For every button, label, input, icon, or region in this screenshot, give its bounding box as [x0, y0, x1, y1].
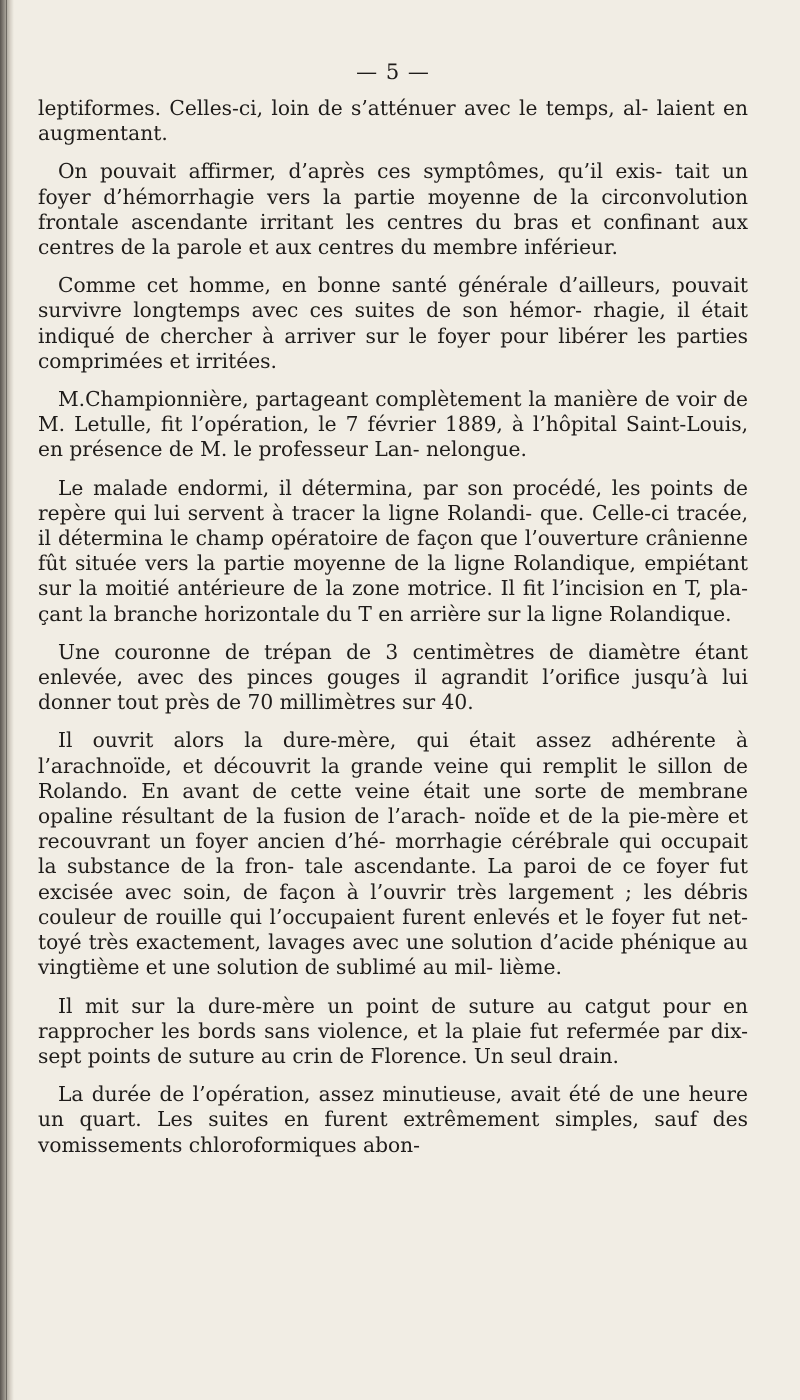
paragraph-2: On pouvait affirmer, d’après ces symptômes, qu’il exis- tait un foyer d’hémorrhagie vers la partie moyenne de la circonvolution frontale ascendante irritant les centres du bras et confinant aux centres de la parole et aux centres du membre inférieur. — [38, 159, 748, 260]
paragraph-4: M.Championnière, partageant complètement la manière de voir de M. Letulle, fit l’opération, le 7 février 1889, à l’hôpital Saint-Louis, en présence de M. le professeur Lan- nelongue. — [38, 387, 748, 462]
paragraph-3: Comme cet homme, en bonne santé générale d’ailleurs, pouvait survivre longtemps avec ces suites de son hémor- rhagie, il était indiqué de chercher à arriver sur le foyer pour libérer les parties comprimées et irritées. — [38, 273, 748, 373]
book-page — [38, 60, 748, 1171]
page-edge-line — [6, 0, 7, 1400]
paragraph-8: Il mit sur la dure-mère un point de suture au catgut pour en rapprocher les bords sans violence, et la plaie fut refermée par dix-sept points de suture au crin de Florence. Un seul drain. — [38, 993, 748, 1068]
paragraph-7: Il ouvrit alors la dure-mère, qui était assez adhérente à l’arachnoïde, et découvrit la grande veine qui remplit le sillon de Rolando. En avant de cette veine était une sorte de membrane opaline résultant de la fusion de l’arach- noïde et de la pie-mère et recouvrant un foyer ancien d’hé- morrhagie cérébrale qui occupait la substance de la fron- tale ascendante. La paroi de ce foyer fut excisée avec soin, de façon à l’ouvrir très largement ; les débris couleur de rouille qui l’occupaient furent enlevés et le foyer fut net- toyé très exactement, lavages avec une solution d’acide phénique au vingtième et une solution de sublimé au mil- lième. — [38, 728, 748, 980]
paragraph-5: Le malade endormi, il détermina, par son procédé, les points de repère qui lui servent à tracer la ligne Rolandi- que. Celle-ci tracée, il détermina le champ opératoire de façon que l’ouverture crânienne fût située vers la partie moyenne de la ligne Rolandique, empiétant sur la moitié antérieure de la zone motrice. Il fit l’incision en T, pla- çant la branche horizontale du T en arrière sur la ligne Rolandique. — [38, 475, 748, 626]
paragraph-6: Une couronne de trépan de 3 centimètres de diamètre étant enlevée, avec des pinces gouges il agrandit l’orifice jusqu’à lui donner tout près de 70 millimètres sur 40. — [38, 639, 748, 715]
book-spine-shadow — [0, 0, 14, 1400]
page-number: — 5 — — [356, 60, 430, 84]
paragraph-1: leptiformes. Celles-ci, loin de s’atténuer avec le temps, al- laient en augmentant. — [38, 96, 748, 146]
paragraph-9: La durée de l’opération, assez minutieuse, avait été de une heure un quart. Les suites en furent extrêmement simples, sauf des vomissements chloroformiques abon- — [38, 1082, 748, 1157]
